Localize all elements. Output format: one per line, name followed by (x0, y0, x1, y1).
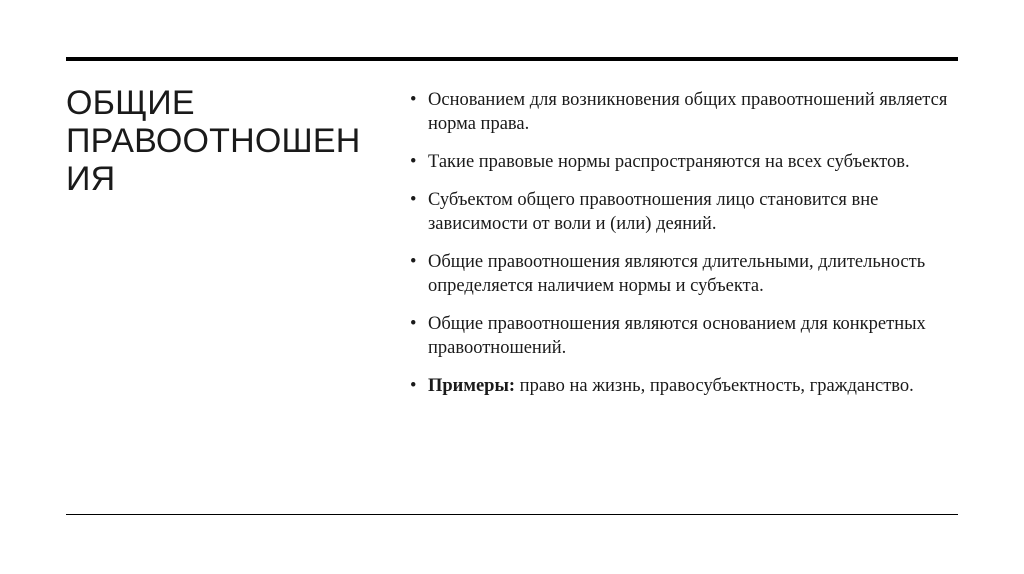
bullet-item (410, 250, 970, 298)
bullet-item (410, 188, 970, 236)
bullet-text: Общие правоотношения являются основанием для конкретных правоотношений. (428, 314, 926, 358)
examples-label: Примеры: (428, 376, 516, 396)
bullet-list (410, 88, 970, 412)
top-divider (66, 57, 958, 61)
bullet-icon: • (410, 152, 417, 172)
bullet-icon: • (410, 90, 417, 110)
bullet-item (410, 88, 970, 136)
bullet-item (410, 312, 970, 360)
bullet-text: право на жизнь, правосубъектность, гражданство. (515, 376, 914, 396)
bullet-text: Общие правоотношения являются длительными, длительность определяется наличием нормы и субъекта. (428, 252, 926, 296)
bullet-text: Такие правовые нормы распространяются на всех субъектов. (428, 152, 910, 172)
bullet-icon: • (410, 252, 417, 272)
bullet-icon: • (410, 314, 417, 334)
bullet-icon: • (410, 190, 417, 210)
slide-title: ОБЩИЕ ПРАВООТНОШЕН ИЯ (66, 84, 361, 198)
bullet-item (410, 150, 970, 174)
bottom-divider (66, 514, 958, 515)
bullet-text: Субъектом общего правоотношения лицо становится вне зависимости от воли и (или) деяний. (428, 190, 879, 234)
bullet-icon: • (410, 376, 417, 396)
bullet-text: Основанием для возникновения общих правоотношений является норма права. (428, 90, 948, 134)
bullet-item (410, 374, 970, 398)
